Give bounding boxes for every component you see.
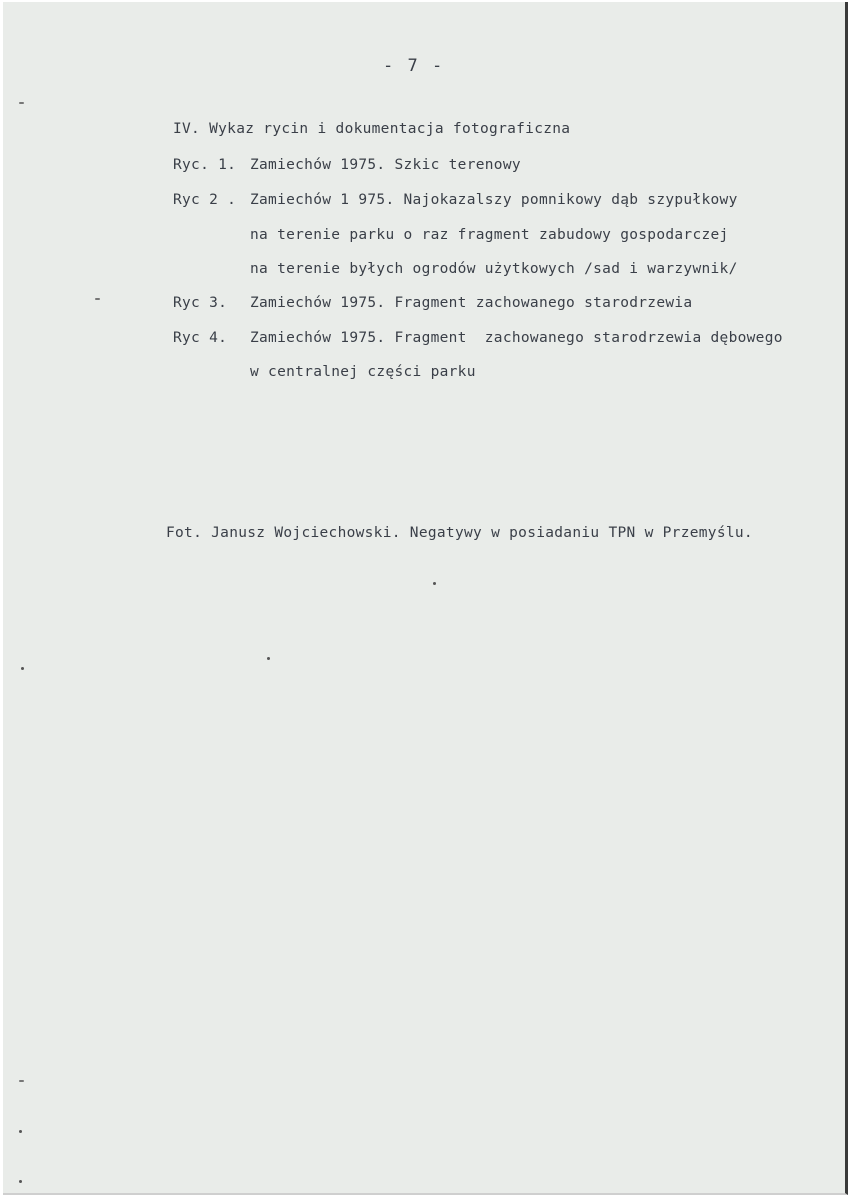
figure-3-label: Ryc 3. — [173, 295, 228, 311]
figure-4-label: Ryc 4. — [173, 330, 228, 346]
margin-mark — [95, 298, 100, 300]
paper-speck — [267, 657, 270, 660]
figure-2-caption-line-3: na terenie byłych ogrodów użytkowych /sad i warzywnik/ — [250, 261, 738, 277]
figure-2-caption-line-2: na terenie parku o raz fragment zabudowy gospodarczej — [250, 227, 729, 243]
paper-speck — [21, 667, 24, 670]
page-number: - 7 - — [383, 56, 445, 76]
paper-speck — [19, 1180, 22, 1183]
document-page — [3, 2, 848, 1195]
figure-3-caption-line-1: Zamiechów 1975. Fragment zachowanego starodrzewia — [250, 295, 693, 311]
paper-speck — [433, 582, 436, 585]
figure-4-caption-line-2: w centralnej części parku — [250, 364, 476, 380]
figure-2-caption-line-1: Zamiechów 1 975. Najokazalszy pomnikowy dąb szypułkowy — [250, 192, 738, 208]
section-heading: IV. Wykaz rycin i dokumentacja fotograficzna — [173, 121, 571, 137]
figure-1-label: Ryc. 1. — [173, 157, 237, 173]
figure-1-caption-line-1: Zamiechów 1975. Szkic terenowy — [250, 157, 521, 173]
figure-2-label: Ryc 2 . — [173, 192, 237, 208]
paper-speck — [19, 1130, 22, 1133]
margin-mark — [19, 1080, 24, 1082]
photo-credit: Fot. Janusz Wojciechowski. Negatywy w posiadaniu TPN w Przemyślu. — [166, 525, 753, 541]
figure-4-caption-line-1: Zamiechów 1975. Fragment zachowanego starodrzewia dębowego — [250, 330, 783, 346]
margin-mark — [19, 102, 24, 104]
